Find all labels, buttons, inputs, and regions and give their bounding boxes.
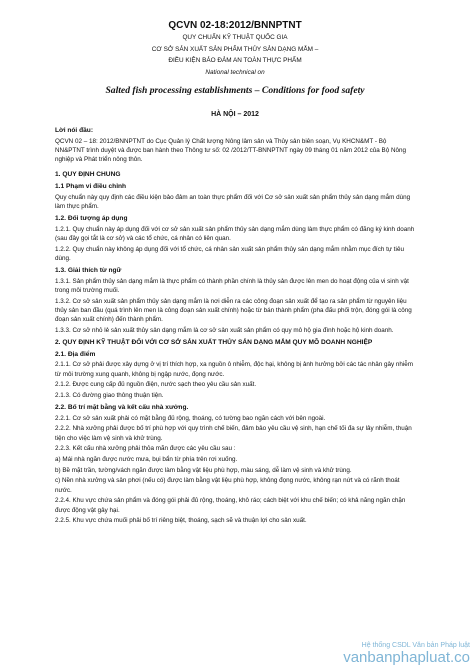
subsection-heading: 2.1. Địa điểm bbox=[55, 350, 96, 358]
document-code: QCVN 02-18:2012/BNNPTNT bbox=[168, 20, 302, 31]
paragraph: Quy chuẩn này quy định các điều kiện bảo đảm an toàn thực phẩm đối với Cơ sở sản xuất sản phẩm thủy sản dạng mắm dùng làm thực phẩm. bbox=[55, 193, 411, 211]
paragraph: 2.1.1. Cơ sở phải được xây dựng ở vị trí thích hợp, xa nguồn ô nhiễm, độc hại, không bị ảnh hưởng bởi các tác nhân gây nhiễm từ môi trường xung quanh, không bị ngập nước, đọng nước. bbox=[55, 361, 413, 378]
paragraph: 1.3.1. Sản phẩm thủy sản dạng mắm là thực phẩm có thành phần chính là thủy sản được lên men do hoạt động của vi sinh vật trong môi trường muối. bbox=[55, 277, 409, 294]
standard-type: QUY CHUẨN KỸ THUẬT QUỐC GIA bbox=[182, 34, 288, 41]
paragraph: 2.2.4. Khu vực chứa sản phẩm và đóng gói phải đủ rộng, thoáng, khô ráo; cách biệt với khu chế biến; có khả năng ngăn chặn được động vật gây hại. bbox=[55, 497, 406, 514]
paragraph: 2.2.2. Nhà xưởng phải được bố trí phù hợp với quy trình chế biến, đảm bảo yêu cầu vệ sinh, hạn chế tối đa sự lây nhiễm, thuận tiện cho việc làm vệ sinh và khử trùng. bbox=[55, 425, 412, 442]
foreword-paragraph: QCVN 02 – 18: 2012/BNNPTNT do Cục Quản lý Chất lượng Nông lâm sản và Thủy sản biên soạn, Vụ KHCN&MT - Bộ NN&PTNT trình duyệt và được ban hành theo Thông tư số: 02 /2012/TT-BNNPTNT ngày 09 tháng 01 năm 2012 của Bộ Nông nghiệp và Phát triển nông thôn. bbox=[55, 137, 407, 164]
list-item: a) Mái nhà ngăn được nước mưa, bụi bẩn từ phía trên rơi xuống. bbox=[55, 456, 238, 464]
paragraph: 2.2.1. Cơ sở sản xuất phải có mặt bằng đủ rộng, thoáng, có tường bao ngăn cách với bên ngoài. bbox=[55, 414, 326, 422]
standard-title-line1: CƠ SỞ SẢN XUẤT SẢN PHẨM THỦY SẢN DẠNG MẮM – bbox=[151, 45, 319, 53]
subsection-heading: 1.1 Phạm vi điều chỉnh bbox=[55, 183, 127, 191]
subsection-heading: 2.2. Bố trí mặt bằng và kết cấu nhà xưởng. bbox=[55, 404, 189, 412]
english-title: Salted fish processing establishments – Conditions for food safety bbox=[105, 85, 365, 97]
paragraph: 2.1.3. Có đường giao thông thuận tiện. bbox=[55, 392, 164, 400]
national-technical-label: National technical on bbox=[205, 68, 265, 76]
place-year: HÀ NỘI – 2012 bbox=[211, 111, 259, 119]
subsection-heading: 1.2. Đối tượng áp dụng bbox=[55, 215, 128, 223]
standard-title-line2: ĐIỀU KIỆN BẢO ĐẢM AN TOÀN THỰC PHẨM bbox=[168, 57, 302, 65]
paragraph: 2.1.2. Được cung cấp đủ nguồn điện, nước sạch theo yêu cầu sản xuất. bbox=[55, 381, 257, 389]
section-heading: 1. QUY ĐỊNH CHUNG bbox=[55, 171, 121, 179]
foreword-heading: Lời nói đầu: bbox=[55, 127, 94, 135]
subsection-heading: 1.3. Giải thích từ ngữ bbox=[55, 267, 122, 275]
paragraph: 2.2.3. Kết cấu nhà xưởng phải thỏa mãn được các yêu cầu sau : bbox=[55, 445, 236, 453]
document-page bbox=[55, 8, 415, 525]
paragraph: 1.3.2. Cơ sở sản xuất sản phẩm thủy sản dạng mắm là nơi diễn ra các công đoạn sản xuất để tạo ra sản phẩm từ nguyên liệu thủy sản ban đầu (quá trình lên men là công đoạn sản xuất chính) hoặc từ bán thành phẩm (pha đấu phối trộn, đóng gói là công đoạn sản xuất chính) đến thành phẩm. bbox=[55, 297, 412, 324]
list-item: c) Nền nhà xưởng và sân phơi (nếu có) được làm bằng vật liệu phù hợp, không đọng nước, không rạn nứt và có rãnh thoát nước. bbox=[55, 477, 400, 494]
list-item: b) Bề mặt trần, tường/vách ngăn được làm bằng vật liệu phù hợp, màu sáng, dễ làm vệ sinh và khử trùng. bbox=[55, 466, 352, 474]
paragraph: 1.3.3. Cơ sở nhỏ lẻ sản xuất thủy sản dạng mắm là cơ sở sản xuất sản phẩm có quy mô hộ gia đình hoặc hộ kinh doanh. bbox=[55, 326, 394, 334]
section-heading: 2. QUY ĐỊNH KỸ THUẬT ĐỐI VỚI CƠ SỞ SẢN XUẤT THỦY SẢN DẠNG MẮM QUY MÔ DOANH NGHIỆP bbox=[55, 338, 373, 346]
paragraph: 1.2.1. Quy chuẩn này áp dụng đối với cơ sở sản xuất sản phẩm thủy sản dạng mắm dùng làm thực phẩm có đăng ký kinh doanh (sau đây gọi tắt là cơ sở) và các tổ chức, cá nhân có liên quan. bbox=[55, 225, 415, 243]
watermark bbox=[343, 641, 470, 666]
paragraph: 1.2.2. Quy chuẩn này không áp dụng đối với tổ chức, cá nhân sản xuất sản phẩm thủy sản dạng mắm nhằm mục đích tự tiêu dùng. bbox=[55, 245, 404, 262]
paragraph: 2.2.5. Khu vực chứa muối phải bố trí riêng biệt, thoáng, sạch sẽ và thuận lợi cho sản xuất. bbox=[55, 517, 307, 525]
watermark-caption: Hệ thống CSDL Văn bản Pháp luật bbox=[361, 642, 470, 649]
watermark-site: vanbanphapluat.co bbox=[343, 649, 470, 666]
